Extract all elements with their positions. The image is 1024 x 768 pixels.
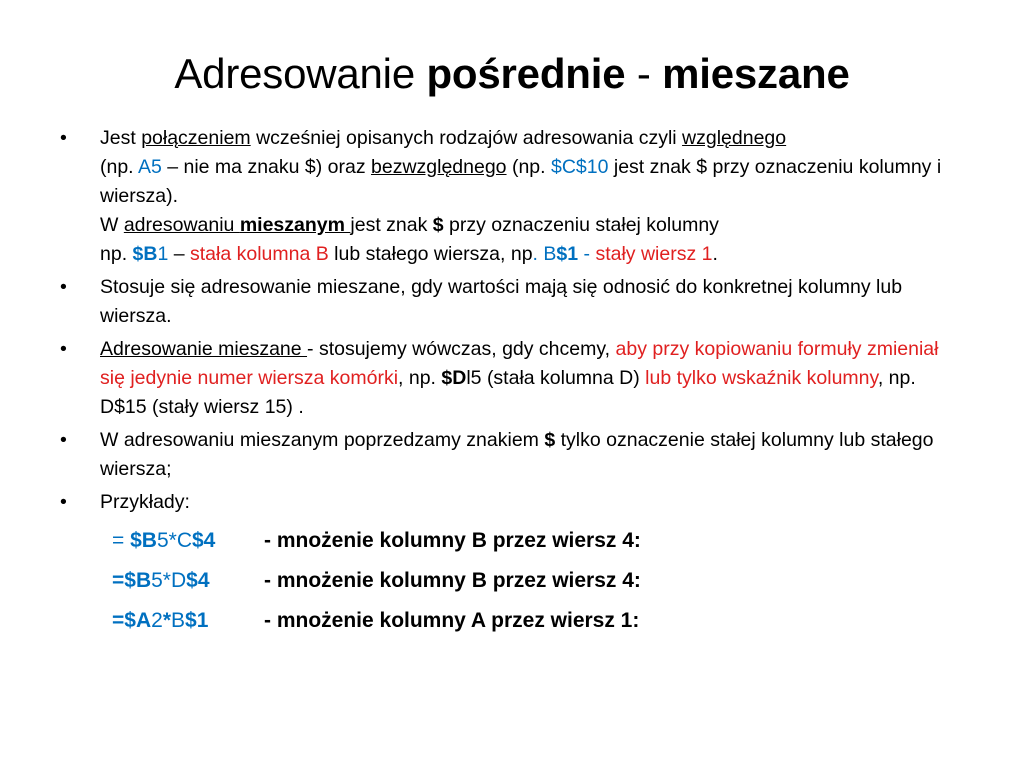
title-part-4: mieszane <box>662 50 850 97</box>
red-text: aby przy kopiowaniu formuły zmieniał się jedynie numer wiersza komórki <box>100 338 939 389</box>
bold-text: $ <box>432 214 444 236</box>
formula-part: = <box>112 609 125 632</box>
formula-part: $B <box>130 529 157 552</box>
bullet-2 <box>60 273 960 331</box>
text: W adresowaniu mieszanym poprzedzamy znakiem <box>100 429 545 451</box>
bullet-4-text <box>100 426 960 484</box>
red-text: lub tylko wskaźnik kolumny <box>645 367 878 389</box>
bold-text: $D <box>441 367 467 389</box>
formula-part: B <box>171 609 186 632</box>
text: - stosujemy wówczas, gdy chcemy, <box>307 338 616 360</box>
blue-text: . B <box>532 243 557 265</box>
formula-part: * <box>162 609 171 632</box>
text: , np. D$15 (stały wiersz 15) . <box>100 367 916 418</box>
title-part-2: pośrednie <box>426 50 626 97</box>
slide-content <box>60 124 960 641</box>
underlined-text: względnego <box>682 127 787 149</box>
text: przy oznaczeniu stałej kolumny <box>443 214 719 236</box>
example-formula <box>112 601 264 641</box>
title-part-3: - <box>625 50 663 97</box>
blue-bold-text: $B <box>132 243 158 265</box>
text: Jest <box>100 127 142 149</box>
formula-part: 2 <box>151 609 163 632</box>
underlined-bold-text: mieszanym <box>239 214 351 236</box>
text: (np. <box>506 156 551 178</box>
slide-title <box>0 46 1024 102</box>
example-description: - mnożenie kolumny B przez wiersz 4: <box>264 569 641 592</box>
bullet-1-text <box>100 124 960 269</box>
blue-text: A5 <box>137 156 162 178</box>
bullet-3-text <box>100 335 960 422</box>
example-row-2 <box>112 561 960 601</box>
underlined-text: bezwzględnego <box>371 156 507 178</box>
bullet-dot: • <box>60 338 67 360</box>
example-description: - mnożenie kolumny A przez wiersz 1: <box>264 609 640 632</box>
text: W <box>100 214 124 236</box>
underlined-text: adresowaniu <box>123 214 240 236</box>
bullet-4 <box>60 426 960 484</box>
bullet-2-text: Stosuje się adresowanie mieszane, gdy wartości mają się odnosić do konkretnej kolumny lub wiersza. <box>100 276 903 327</box>
blue-bold-text: $1 <box>556 243 579 265</box>
formula-part: 5*D <box>151 569 187 592</box>
red-text: stały wiersz 1 <box>595 243 713 265</box>
bullet-dot: • <box>60 429 67 451</box>
bullet-3 <box>60 335 960 422</box>
bullet-dot: • <box>60 127 67 149</box>
text: jest znak $ przy oznaczeniu kolumny i wiersza). <box>100 156 942 207</box>
formula-part: $1 <box>185 609 209 632</box>
bullet-1 <box>60 124 960 269</box>
text: jest znak <box>350 214 433 236</box>
blue-text: $C$10 <box>550 156 609 178</box>
example-description: - mnożenie kolumny B przez wiersz 4: <box>264 529 641 552</box>
example-formula <box>112 521 264 561</box>
text: lub stałego wiersza, np <box>328 243 533 265</box>
text: – nie ma znaku $) oraz <box>161 156 371 178</box>
bullet-dot: • <box>60 276 67 298</box>
formula-part: $4 <box>192 529 216 552</box>
text: wcześniej opisanych rodzajów adresowania czyli <box>250 127 683 149</box>
text: , np. <box>398 367 442 389</box>
bullet-5-text: Przykłady: <box>100 491 190 513</box>
text: . <box>712 243 718 265</box>
text: (np. <box>100 156 138 178</box>
formula-part: $B <box>124 569 152 592</box>
bullet-dot: • <box>60 491 67 513</box>
example-row-1 <box>112 521 960 561</box>
underlined-text: połączeniem <box>141 127 251 149</box>
text: np. <box>100 243 133 265</box>
bullet-5 <box>60 488 960 517</box>
text: tylko oznaczenie stałej kolumny lub stałego wiersza; <box>100 429 934 480</box>
blue-text: - <box>578 243 596 265</box>
formula-part: = <box>112 569 125 592</box>
formula-part: = <box>112 529 131 552</box>
red-text: stała kolumna B <box>190 243 329 265</box>
formula-part: $4 <box>186 569 210 592</box>
text: – <box>168 243 191 265</box>
underlined-text: Adresowanie mieszane <box>100 338 308 360</box>
blue-text: 1 <box>157 243 169 265</box>
example-formula <box>112 561 264 601</box>
formula-part: $A <box>124 609 152 632</box>
example-row-3 <box>112 601 960 641</box>
formula-part: 5*C <box>156 529 192 552</box>
text: l5 (stała kolumna D) <box>466 367 646 389</box>
title-part-1: Adresowanie <box>174 50 427 97</box>
bold-text: $ <box>544 429 556 451</box>
